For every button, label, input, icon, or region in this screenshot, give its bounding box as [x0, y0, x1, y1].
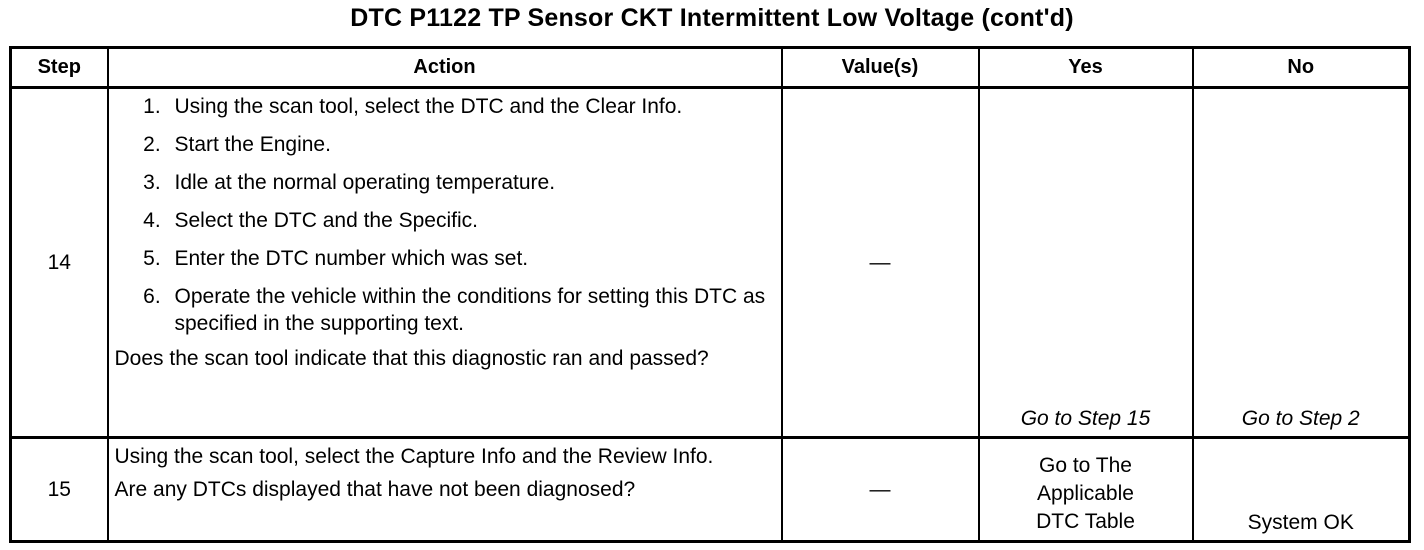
- action-item: 2. Start the Engine.: [167, 131, 775, 158]
- column-header-no: No: [1193, 48, 1410, 88]
- action-list: [115, 93, 775, 337]
- action-question: Are any DTCs displayed that have not been diagnosed?: [114, 478, 636, 501]
- page-title: DTC P1122 TP Sensor CKT Intermittent Low Voltage (cont'd): [350, 4, 1074, 32]
- table-header-row: [11, 48, 1410, 88]
- action-item: 3. Idle at the normal operating temperature.: [167, 169, 775, 196]
- yes-cell: [979, 438, 1193, 542]
- action-question: Does the scan tool indicate that this diagnostic ran and passed?: [114, 347, 709, 370]
- value-cell: —: [782, 438, 979, 542]
- column-header-step: Step: [11, 48, 108, 88]
- column-header-values: Value(s): [782, 48, 979, 88]
- step-number: 15: [11, 438, 108, 542]
- action-item: 4. Select the DTC and the Specific.: [167, 207, 775, 234]
- column-header-yes: Yes: [979, 48, 1193, 88]
- table-row-step-15: [11, 438, 1410, 542]
- value-cell: —: [782, 88, 979, 438]
- action-cell: [108, 438, 782, 542]
- action-cell: [108, 88, 782, 438]
- diagnostic-table: [9, 46, 1411, 543]
- no-cell: Go to Step 2: [1193, 88, 1410, 438]
- yes-text: Go to The Applicable DTC Table: [1036, 454, 1135, 533]
- step-number: 14: [11, 88, 108, 438]
- no-cell: System OK: [1193, 438, 1410, 542]
- column-header-action: Action: [108, 48, 782, 88]
- table-row-step-14: [11, 88, 1410, 438]
- action-item: 5. Enter the DTC number which was set.: [167, 245, 775, 272]
- action-item: 1. Using the scan tool, select the DTC and the Clear Info.: [167, 93, 775, 120]
- yes-cell: Go to Step 15: [979, 88, 1193, 438]
- action-item: 6. Operate the vehicle within the conditions for setting this DTC as specified in the supporting text.: [167, 283, 775, 337]
- action-text: Using the scan tool, select the Capture Info and the Review Info.: [114, 445, 714, 468]
